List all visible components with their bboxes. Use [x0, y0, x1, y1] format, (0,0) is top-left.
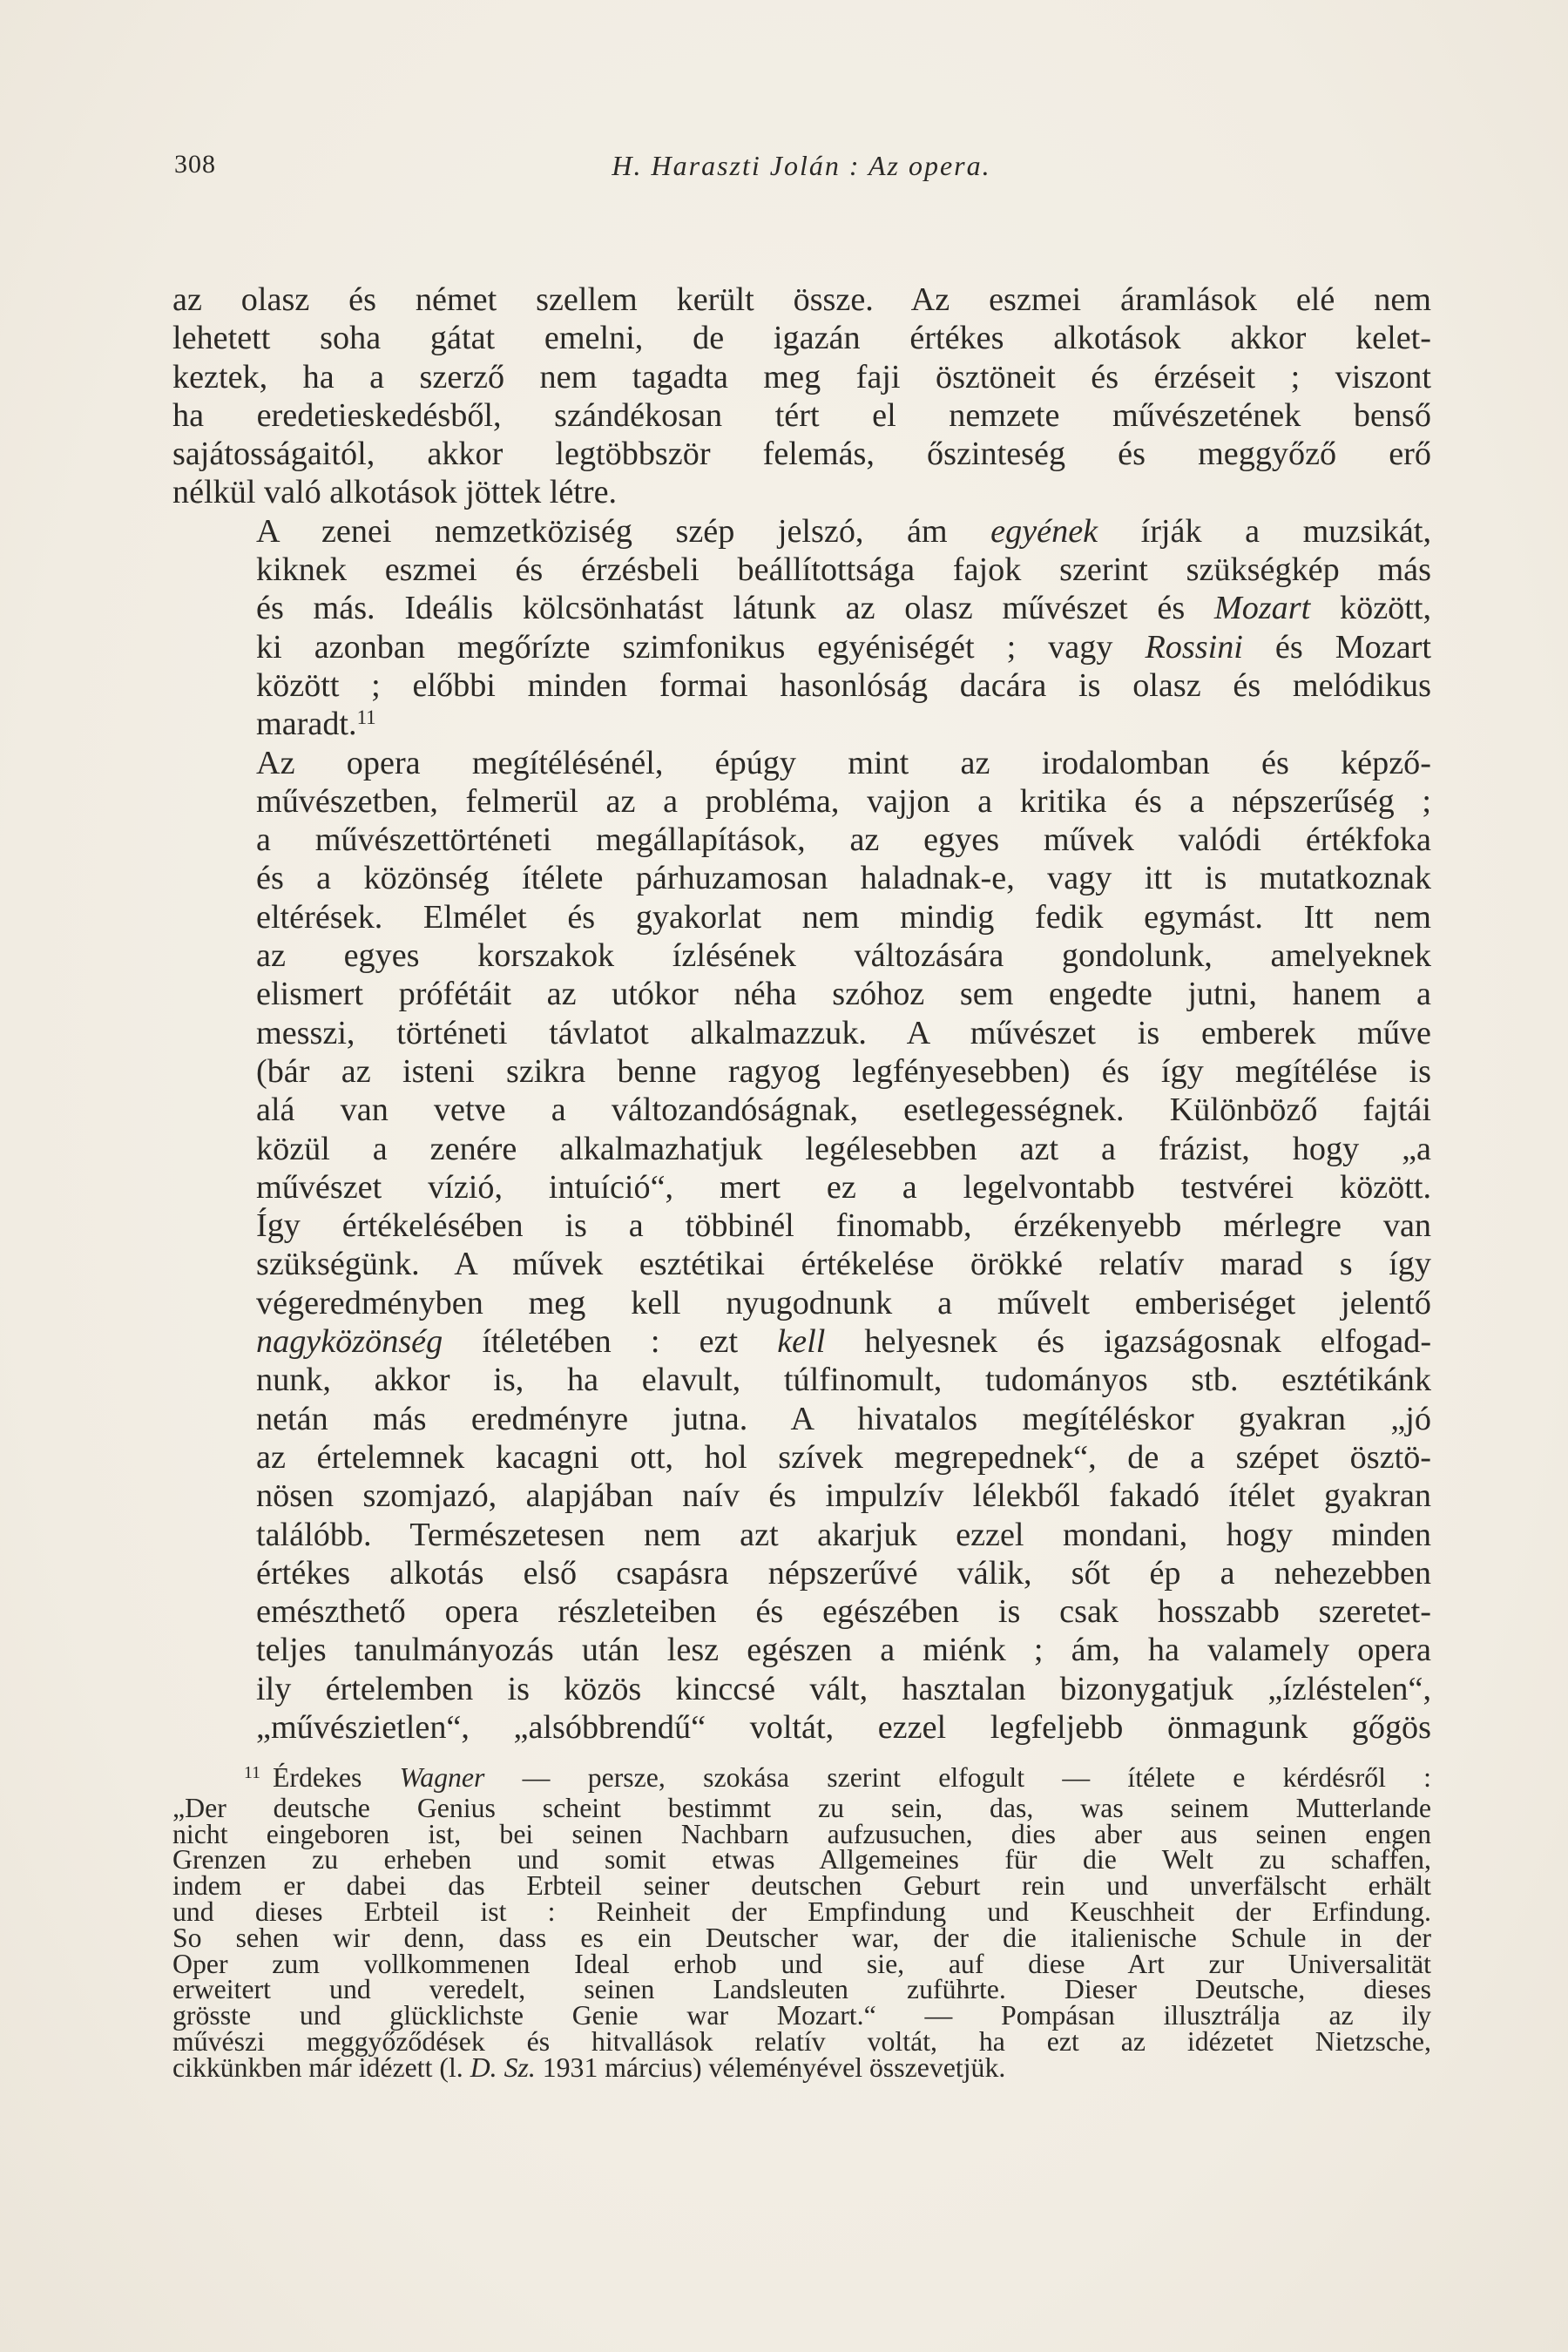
text-line: lehetett soha gátat emelni, de igazán értékes alkotások akkor kelet-	[172, 320, 1431, 357]
footnote-line: So sehen wir denn, dass es ein Deutscher war, der die italienische Schule in der	[172, 1922, 1431, 1953]
text-line: nösen szomjazó, alapjában naív és impulzív lélekből fakadó ítélet gyakran	[256, 1477, 1431, 1515]
text-line: alá van vetve a változandóságnak, esetlegességnek. Különböző fajtái	[256, 1092, 1431, 1129]
text-line: az olasz és német szellem került össze. Az eszmei áramlások elé nem	[172, 281, 1431, 318]
emphasis: Rossini	[1145, 628, 1243, 666]
footnote-line: Oper zum vollkommenen Ideal erhob und sie, auf diese Art zur Universalität	[172, 1948, 1431, 1979]
text-line: találóbb. Természetesen nem azt akarjuk ezzel mondani, hogy minden	[256, 1516, 1431, 1553]
text-line: az értelemnek kacagni ott, hol szívek megrepednek“, de a szépet ösztö-	[256, 1438, 1431, 1476]
footnote-line: nicht eingeboren ist, bei seinen Nachbarn aufzusuchen, dies aber aus seinen engen	[172, 1818, 1431, 1849]
footnote-line: erweitert und veredelt, seinen Landsleuten zuführte. Dieser Deutsche, dieses	[172, 1974, 1431, 2005]
paragraph-2	[172, 512, 1431, 744]
text-line: nunk, akkor is, ha elavult, túlfinomult, tudományos stb. esztétikánk	[256, 1362, 1431, 1399]
paragraph-1	[172, 280, 1431, 512]
paragraph-3	[172, 744, 1431, 1747]
text-line: elismert prófétáit az utókor néha szóhoz sem engedte jutni, hanem a	[256, 976, 1431, 1013]
footnote-line: „Der deutsche Genius scheint bestimmt zu sein, das, was seinem Mutterlande	[172, 1792, 1431, 1823]
text-line: keztek, ha a szerző nem tagadta meg faji ösztöneit és érzéseit ; viszont	[172, 358, 1431, 395]
footnote-line: indem er dabei das Erbteil seiner deutschen Geburt rein und unverfälscht erhält	[172, 1870, 1431, 1902]
text-line: teljes tanulmányozás után lesz egészen a miénk ; ám, ha valamely opera	[256, 1632, 1431, 1669]
page-number: 308	[174, 150, 216, 179]
text-line: és más. Ideális kölcsönhatást látunk az olasz művészet és Mozart között,	[256, 590, 1431, 627]
footnote-line: művészi meggyőződések és hitvallások relatív voltát, ha ezt az idézetet Nietzsche,	[172, 2025, 1431, 2057]
emphasis: nagyközönség	[256, 1323, 443, 1361]
footnote-marker: 11	[244, 1763, 260, 1783]
text-line: nagyközönség ítéletében : ezt kell helyesnek és igazságosnak elfogad-	[256, 1323, 1432, 1361]
text-line: kiknek eszmei és érzésbeli beállítottsága fajok szerint szükségkép más	[256, 551, 1431, 589]
text-line: ily értelemben is közös kinccsé vált, hasztalan bizonygatjuk „ízléstelen“,	[256, 1670, 1431, 1707]
footnote-line: cikkünkben már idézett (l. D. Sz. 1931 március) véleményével összevetjük.	[172, 2051, 1006, 2083]
text-line: sajátosságaitól, akkor legtöbbször felemás, őszinteség és meggyőző erő	[172, 436, 1431, 473]
footnote-line: Grenzen zu erheben und somit etwas Allgemeines für die Welt zu schaffen,	[172, 1844, 1431, 1876]
text-line: és a közönség ítélete párhuzamosan haladnak-e, vagy itt is mutatkoznak	[256, 860, 1431, 897]
text-line: nélkül való alkotások jöttek létre.	[172, 474, 618, 511]
footnote-line: grösste und glücklichste Genie war Mozart.“ — Pompásan illusztrálja az ily	[172, 2000, 1431, 2031]
text-line: közül a zenére alkalmazhatjuk legélesebben azt a frázist, hogy „a	[256, 1130, 1431, 1167]
text-line: netán más eredményre jutna. A hivatalos megítéléskor gyakran „jó	[256, 1400, 1431, 1437]
text-line: az egyes korszakok ízlésének változására gondolunk, amelyeknek	[256, 937, 1431, 975]
footnote-line: $^{11}$ Érdekes Wagner — persze, szokása szerint elfogult — ítélete e kérdésről :	[244, 1762, 1432, 1793]
text-line: (bár az isteni szikra benne ragyog legfényesebben) és így megítélése is	[256, 1052, 1431, 1090]
emphasis: egyének	[990, 512, 1098, 550]
text-line: művészetben, felmerül az a probléma, vajjon a kritika és a népszerűség ;	[256, 782, 1431, 820]
text-line: Így értékelésében is a többinél finomabb, érzékenyebb mérlegre van	[256, 1207, 1431, 1245]
text-line: végeredményben meg kell nyugodnunk a művelt emberiséget jelentő	[256, 1284, 1431, 1321]
emphasis: Mozart	[1213, 590, 1311, 627]
text-line: „művészietlen“, „alsóbbrendű“ voltát, ezzel legfeljebb önmagunk gőgös	[256, 1708, 1431, 1746]
text-line: Az opera megítélésénél, épúgy mint az irodalomban és képző-	[256, 744, 1431, 781]
text-line: között ; előbbi minden formai hasonlóság dacára is olasz és melódikus	[256, 666, 1431, 704]
footnote-reference: 11	[356, 706, 376, 728]
emphasis: kell	[777, 1323, 826, 1361]
text-line: szükségünk. A művek esztétikai értékelése örökké relatív marad s így	[256, 1246, 1431, 1283]
footnote-line: und dieses Erbteil ist : Reinheit der Empfindung und Keuschheit der Erfindung.	[172, 1896, 1431, 1927]
footnote	[172, 1762, 1432, 2083]
running-head: H. Haraszti Jolán : Az opera.	[612, 150, 991, 181]
text-line: eltérések. Elmélet és gyakorlat nem mindig fedik egymást. Itt nem	[256, 898, 1431, 936]
text-line: értékes alkotás első csapásra népszerűvé válik, sőt ép a nehezebben	[256, 1554, 1431, 1592]
page-header	[174, 150, 1429, 202]
emphasis: D. Sz.	[470, 2051, 536, 2083]
text-line: maradt.$^{11}$	[256, 706, 376, 743]
text-line: A zenei nemzetköziség szép jelszó, ám egyének írják a muzsikát,	[256, 512, 1431, 550]
text-line: művészet vízió, intuíció“, mert ez a legelvontabb testvérei között.	[256, 1168, 1431, 1206]
emphasis: Wagner	[399, 1762, 485, 1793]
text-line: a művészettörténeti megállapítások, az egyes művek valódi értékfoka	[256, 821, 1431, 859]
text-line: emészthető opera részleteiben és egészében is csak hosszabb szeretet-	[256, 1593, 1431, 1631]
body-text	[172, 280, 1431, 1747]
text-line: ha eredetieskedésből, szándékosan tért el nemzete művészetének benső	[172, 396, 1431, 434]
text-line: messzi, történeti távlatot alkalmazzuk. A művészet is emberek műve	[256, 1014, 1431, 1051]
text-line: ki azonban megőrízte szimfonikus egyéniségét ; vagy Rossini és Mozart	[256, 628, 1432, 666]
